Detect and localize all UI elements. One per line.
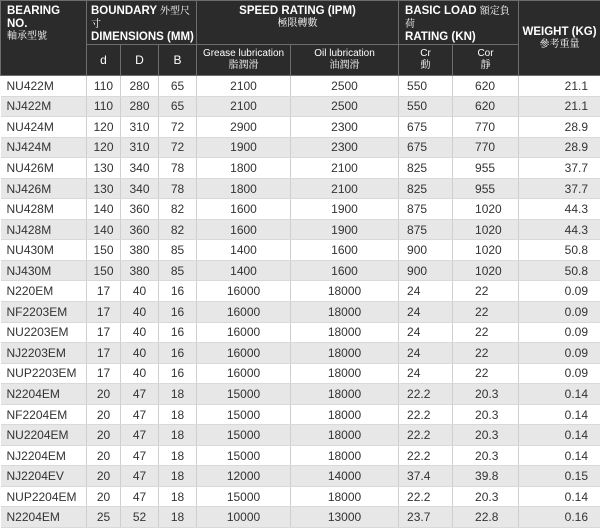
cell-cor: 955 [453, 158, 519, 179]
cell-grease-speed: 1600 [197, 199, 291, 220]
cell-cor: 39.8 [453, 466, 519, 487]
cell-weight: 0.14 [519, 445, 600, 466]
cell-bearing-no: NU430M [1, 240, 87, 261]
cell-B: 18 [159, 384, 197, 405]
cell-bearing-no: NU2204EM [1, 425, 87, 446]
cell-grease-speed: 16000 [197, 343, 291, 364]
cell-cr: 24 [399, 302, 453, 323]
table-row [1, 486, 600, 507]
table-row [1, 199, 600, 220]
cell-weight: 0.09 [519, 281, 600, 302]
cell-cr: 675 [399, 137, 453, 158]
cell-d: 130 [87, 158, 121, 179]
cell-bearing-no: N2204EM [1, 507, 87, 528]
cell-D: 40 [121, 322, 159, 343]
weight-header-en: WEIGHT (KG) [519, 26, 600, 39]
cell-grease-speed: 1400 [197, 260, 291, 281]
cell-oil-speed: 18000 [291, 343, 399, 364]
cell-oil-speed: 1900 [291, 199, 399, 220]
col-header-B: B [159, 45, 197, 76]
cell-oil-speed: 2300 [291, 137, 399, 158]
cell-D: 47 [121, 486, 159, 507]
speed-header-cn: 極限轉數 [197, 18, 398, 30]
col-header-D: D [121, 45, 159, 76]
table-row [1, 76, 600, 97]
cell-cor: 22 [453, 343, 519, 364]
cell-weight: 0.15 [519, 466, 600, 487]
header-row-sub [1, 45, 600, 76]
cell-d: 17 [87, 322, 121, 343]
cell-cr: 23.7 [399, 507, 453, 528]
load-header-en2: RATING (KN) [405, 31, 518, 44]
cell-weight: 37.7 [519, 178, 600, 199]
cell-B: 16 [159, 322, 197, 343]
cell-oil-speed: 18000 [291, 322, 399, 343]
cell-D: 40 [121, 281, 159, 302]
table-row [1, 240, 600, 261]
cell-grease-speed: 15000 [197, 445, 291, 466]
cell-B: 16 [159, 281, 197, 302]
cell-cr: 22.2 [399, 384, 453, 405]
bearing-header-en2: NO. [7, 18, 86, 31]
cell-cr: 825 [399, 158, 453, 179]
cell-weight: 50.8 [519, 240, 600, 261]
cell-bearing-no: NJ430M [1, 260, 87, 281]
cell-weight: 44.3 [519, 199, 600, 220]
table-row [1, 302, 600, 323]
cell-weight: 0.14 [519, 404, 600, 425]
cell-d: 20 [87, 384, 121, 405]
cell-cor: 620 [453, 76, 519, 97]
cell-weight: 0.16 [519, 507, 600, 528]
cell-weight: 0.14 [519, 425, 600, 446]
cell-weight: 37.7 [519, 158, 600, 179]
cell-grease-speed: 15000 [197, 486, 291, 507]
dims-header-en1: BOUNDARY [91, 5, 157, 17]
table-row [1, 363, 600, 384]
basic-load-header [399, 1, 519, 45]
cell-grease-speed: 2100 [197, 96, 291, 117]
cell-D: 47 [121, 425, 159, 446]
cell-cor: 1020 [453, 219, 519, 240]
cell-oil-speed: 18000 [291, 404, 399, 425]
col-header-cor [453, 45, 519, 76]
cell-cor: 22 [453, 322, 519, 343]
cell-cr: 875 [399, 219, 453, 240]
bearing-header-en: BEARING [7, 5, 86, 18]
cell-D: 340 [121, 178, 159, 199]
cell-cor: 20.3 [453, 384, 519, 405]
dims-header-en2: DIMENSIONS (MM) [91, 31, 196, 44]
cell-bearing-no: NUP2204EM [1, 486, 87, 507]
cell-bearing-no: NJ422M [1, 96, 87, 117]
cell-grease-speed: 10000 [197, 507, 291, 528]
table-row [1, 281, 600, 302]
speed-header-en: SPEED RATING (IPM) [197, 5, 398, 18]
bearing-no-header [1, 1, 87, 76]
cell-oil-speed: 2500 [291, 76, 399, 97]
cell-oil-speed: 2500 [291, 96, 399, 117]
weight-header [519, 1, 600, 76]
cell-weight: 21.1 [519, 96, 600, 117]
cell-cr: 24 [399, 343, 453, 364]
cell-cr: 22.2 [399, 404, 453, 425]
cell-D: 280 [121, 96, 159, 117]
cell-grease-speed: 1900 [197, 137, 291, 158]
cell-D: 52 [121, 507, 159, 528]
cell-d: 150 [87, 240, 121, 261]
cell-cr: 825 [399, 178, 453, 199]
cell-weight: 0.14 [519, 384, 600, 405]
table-row [1, 445, 600, 466]
cell-oil-speed: 1900 [291, 219, 399, 240]
cell-B: 78 [159, 178, 197, 199]
cell-cr: 37.4 [399, 466, 453, 487]
cell-D: 310 [121, 117, 159, 138]
table-row [1, 137, 600, 158]
cell-grease-speed: 1400 [197, 240, 291, 261]
cell-bearing-no: N220EM [1, 281, 87, 302]
cell-d: 17 [87, 343, 121, 364]
cell-B: 18 [159, 486, 197, 507]
cell-oil-speed: 18000 [291, 281, 399, 302]
cell-cor: 20.3 [453, 425, 519, 446]
cell-cor: 20.3 [453, 445, 519, 466]
cell-cr: 24 [399, 322, 453, 343]
cell-cor: 20.3 [453, 404, 519, 425]
cell-D: 47 [121, 384, 159, 405]
table-row [1, 158, 600, 179]
cell-d: 25 [87, 507, 121, 528]
cell-D: 280 [121, 76, 159, 97]
cell-cor: 770 [453, 137, 519, 158]
table-row [1, 425, 600, 446]
cor-label-en: Cor [453, 48, 518, 60]
cell-grease-speed: 16000 [197, 363, 291, 384]
grease-label-cn: 脂潤滑 [197, 60, 290, 72]
cell-weight: 0.09 [519, 322, 600, 343]
cell-d: 130 [87, 178, 121, 199]
cell-d: 120 [87, 137, 121, 158]
cr-label-en: Cr [399, 48, 452, 60]
cell-cr: 675 [399, 117, 453, 138]
table-row [1, 260, 600, 281]
cell-B: 82 [159, 199, 197, 220]
col-header-grease [197, 45, 291, 76]
cell-bearing-no: NJ2204EV [1, 466, 87, 487]
table-row [1, 507, 600, 528]
load-header-cn: 額定負荷 [405, 6, 510, 30]
cell-d: 140 [87, 199, 121, 220]
cell-cr: 900 [399, 260, 453, 281]
cell-d: 20 [87, 425, 121, 446]
table-body [1, 76, 600, 528]
cell-D: 47 [121, 466, 159, 487]
cell-weight: 28.9 [519, 137, 600, 158]
bearing-header-cn: 軸承型號 [7, 31, 86, 43]
cr-label-cn: 動 [399, 60, 452, 72]
cell-cr: 22.2 [399, 486, 453, 507]
cell-bearing-no: NJ424M [1, 137, 87, 158]
cell-cor: 20.3 [453, 486, 519, 507]
cell-D: 47 [121, 404, 159, 425]
cell-cr: 550 [399, 96, 453, 117]
cell-d: 110 [87, 96, 121, 117]
load-header-en1: BASIC LOAD [405, 5, 477, 17]
table-row [1, 322, 600, 343]
cell-d: 20 [87, 445, 121, 466]
cell-B: 72 [159, 137, 197, 158]
table-row [1, 178, 600, 199]
cell-B: 65 [159, 76, 197, 97]
cell-d: 20 [87, 466, 121, 487]
cell-weight: 0.09 [519, 363, 600, 384]
grease-label-en: Grease lubrication [197, 48, 290, 60]
col-header-cr [399, 45, 453, 76]
cell-d: 120 [87, 117, 121, 138]
cell-weight: 21.1 [519, 76, 600, 97]
cell-oil-speed: 18000 [291, 363, 399, 384]
table-row [1, 343, 600, 364]
table-row [1, 404, 600, 425]
cell-weight: 0.09 [519, 343, 600, 364]
cell-B: 82 [159, 219, 197, 240]
cell-cor: 620 [453, 96, 519, 117]
cell-oil-speed: 18000 [291, 425, 399, 446]
cell-d: 20 [87, 486, 121, 507]
cell-grease-speed: 1600 [197, 219, 291, 240]
cell-bearing-no: NU2203EM [1, 322, 87, 343]
cell-D: 380 [121, 260, 159, 281]
cell-bearing-no: NUP2203EM [1, 363, 87, 384]
cell-d: 110 [87, 76, 121, 97]
cell-d: 140 [87, 219, 121, 240]
cell-oil-speed: 2300 [291, 117, 399, 138]
cell-cor: 1020 [453, 240, 519, 261]
cell-bearing-no: NJ426M [1, 178, 87, 199]
cell-bearing-no: NU426M [1, 158, 87, 179]
cell-B: 18 [159, 404, 197, 425]
cell-cor: 955 [453, 178, 519, 199]
cell-cor: 1020 [453, 260, 519, 281]
col-header-d: d [87, 45, 121, 76]
cell-D: 40 [121, 302, 159, 323]
cell-B: 18 [159, 445, 197, 466]
cell-D: 360 [121, 219, 159, 240]
cell-cor: 22 [453, 363, 519, 384]
cell-grease-speed: 15000 [197, 425, 291, 446]
cell-cr: 22.2 [399, 445, 453, 466]
table-row [1, 466, 600, 487]
cell-cor: 22 [453, 302, 519, 323]
cell-weight: 0.14 [519, 486, 600, 507]
cell-oil-speed: 13000 [291, 507, 399, 528]
cell-d: 17 [87, 281, 121, 302]
cell-B: 16 [159, 363, 197, 384]
cell-B: 16 [159, 302, 197, 323]
cell-oil-speed: 1600 [291, 240, 399, 261]
oil-label-cn: 油潤滑 [291, 60, 398, 72]
cell-cor: 22.8 [453, 507, 519, 528]
cell-weight: 50.8 [519, 260, 600, 281]
cell-B: 18 [159, 425, 197, 446]
cell-oil-speed: 14000 [291, 466, 399, 487]
cell-cr: 24 [399, 281, 453, 302]
cell-grease-speed: 16000 [197, 302, 291, 323]
cell-B: 85 [159, 240, 197, 261]
cell-grease-speed: 16000 [197, 281, 291, 302]
cell-D: 310 [121, 137, 159, 158]
cell-D: 360 [121, 199, 159, 220]
cell-bearing-no: NJ2203EM [1, 343, 87, 364]
cell-grease-speed: 16000 [197, 322, 291, 343]
cell-grease-speed: 2100 [197, 76, 291, 97]
cell-D: 40 [121, 363, 159, 384]
cell-cr: 550 [399, 76, 453, 97]
cell-oil-speed: 1600 [291, 260, 399, 281]
cell-grease-speed: 15000 [197, 404, 291, 425]
cell-cor: 1020 [453, 199, 519, 220]
cell-bearing-no: NU422M [1, 76, 87, 97]
cell-D: 40 [121, 343, 159, 364]
cell-oil-speed: 18000 [291, 486, 399, 507]
table-row [1, 219, 600, 240]
cell-oil-speed: 18000 [291, 445, 399, 466]
cell-d: 17 [87, 302, 121, 323]
cell-cor: 770 [453, 117, 519, 138]
cell-grease-speed: 2900 [197, 117, 291, 138]
table-row [1, 384, 600, 405]
col-header-oil [291, 45, 399, 76]
cell-B: 18 [159, 466, 197, 487]
cell-grease-speed: 1800 [197, 158, 291, 179]
table-row [1, 96, 600, 117]
cell-D: 47 [121, 445, 159, 466]
cell-cr: 900 [399, 240, 453, 261]
boundary-dimensions-header [87, 1, 197, 45]
cell-B: 78 [159, 158, 197, 179]
cell-bearing-no: NJ428M [1, 219, 87, 240]
cell-weight: 44.3 [519, 219, 600, 240]
cell-bearing-no: NU428M [1, 199, 87, 220]
cell-cr: 22.2 [399, 425, 453, 446]
cell-B: 18 [159, 507, 197, 528]
cell-B: 72 [159, 117, 197, 138]
oil-label-en: Oil lubrication [291, 48, 398, 60]
cell-bearing-no: NF2203EM [1, 302, 87, 323]
cell-oil-speed: 18000 [291, 302, 399, 323]
cell-oil-speed: 18000 [291, 384, 399, 405]
header-row-top [1, 1, 600, 45]
cell-bearing-no: NU424M [1, 117, 87, 138]
cell-D: 340 [121, 158, 159, 179]
table-row [1, 117, 600, 138]
table-header [1, 1, 600, 76]
cell-bearing-no: N2204EM [1, 384, 87, 405]
cell-oil-speed: 2100 [291, 158, 399, 179]
cell-cor: 22 [453, 281, 519, 302]
dims-header-cn: 外型尺寸 [91, 6, 190, 30]
cell-grease-speed: 1800 [197, 178, 291, 199]
cell-B: 16 [159, 343, 197, 364]
cell-grease-speed: 12000 [197, 466, 291, 487]
cell-bearing-no: NF2204EM [1, 404, 87, 425]
cell-cr: 24 [399, 363, 453, 384]
speed-rating-header [197, 1, 399, 45]
cell-d: 150 [87, 260, 121, 281]
cell-B: 65 [159, 96, 197, 117]
cell-weight: 0.09 [519, 302, 600, 323]
cor-label-cn: 靜 [453, 60, 518, 72]
cell-cr: 875 [399, 199, 453, 220]
cell-oil-speed: 2100 [291, 178, 399, 199]
weight-header-cn: 參考重量 [519, 39, 600, 51]
cell-weight: 28.9 [519, 117, 600, 138]
cell-d: 17 [87, 363, 121, 384]
cell-bearing-no: NJ2204EM [1, 445, 87, 466]
cell-D: 380 [121, 240, 159, 261]
cell-d: 20 [87, 404, 121, 425]
cell-grease-speed: 15000 [197, 384, 291, 405]
cell-B: 85 [159, 260, 197, 281]
